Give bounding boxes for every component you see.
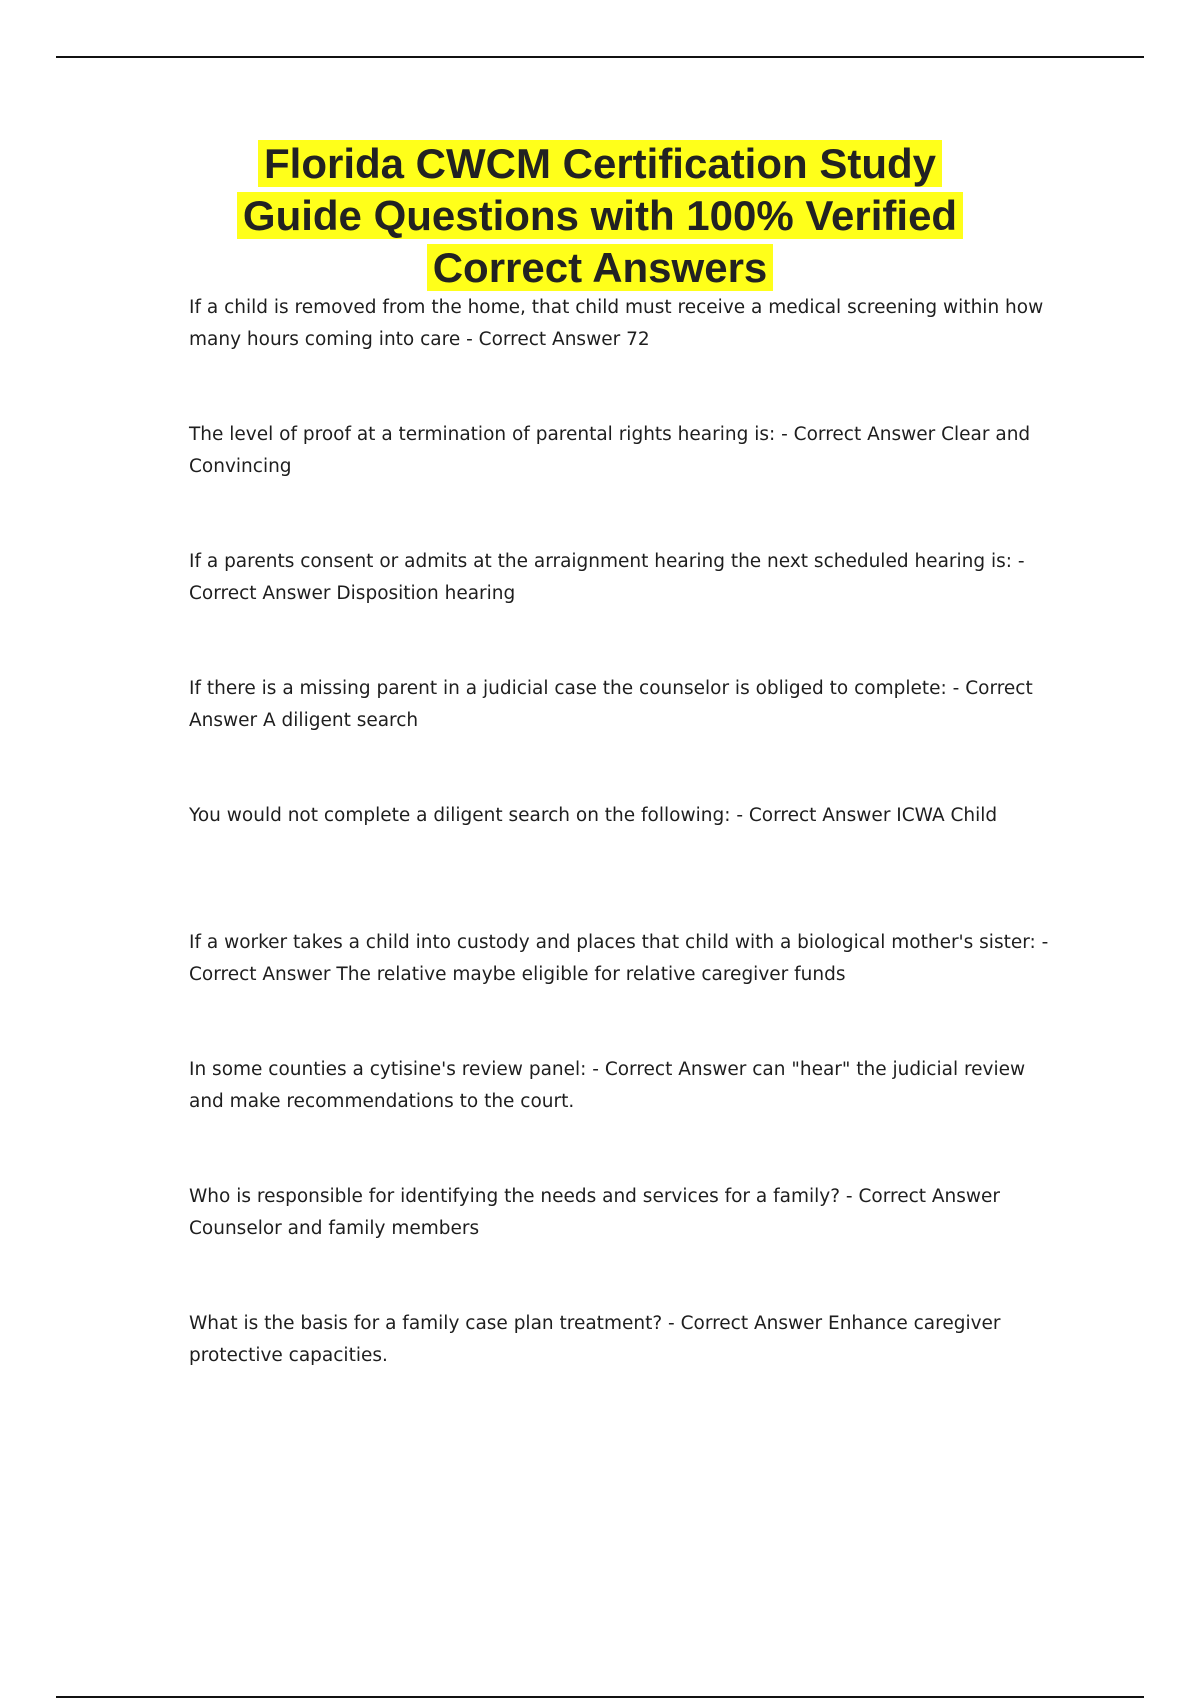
qa-item-9: What is the basis for a family case plan treatment? - Correct Answer Enhance caregiver protective capacities. <box>189 1313 1001 1366</box>
qa-item-4: If there is a missing parent in a judicial case the counselor is obliged to complete: - Correct Answer A diligent search <box>189 678 1033 731</box>
qa-item-1: If a child is removed from the home, that child must receive a medical screening within how many hours coming into care - Correct Answer 72 <box>189 297 1044 350</box>
document-title <box>150 138 1050 294</box>
qa-item-5: You would not complete a diligent search on the following: - Correct Answer ICWA Child <box>189 805 998 826</box>
qa-item-2: The level of proof at a termination of parental rights hearing is: - Correct Answer Clear and Convincing <box>189 424 1031 477</box>
footer-rule <box>56 1696 1144 1698</box>
qa-item-8: Who is responsible for identifying the needs and services for a family? - Correct Answer Counselor and family members <box>189 1186 1001 1239</box>
qa-item-6: If a worker takes a child into custody and places that child with a biological mother's sister: - Correct Answer The relative maybe eligible for relative caregiver funds <box>189 932 1049 985</box>
qa-item-3: If a parents consent or admits at the arraignment hearing the next scheduled hearing is: - Correct Answer Disposition hearing <box>189 551 1025 604</box>
title-line-2: Guide Questions with 100% Verified <box>237 192 963 239</box>
title-line-3: Correct Answers <box>427 244 774 291</box>
header-rule <box>56 56 1144 58</box>
question-answer-list <box>189 292 1049 1435</box>
title-line-1: Florida CWCM Certification Study <box>258 140 942 187</box>
qa-item-7: In some counties a cytisine's review panel: - Correct Answer can "hear" the judicial review and make recommendations to the court. <box>189 1059 1026 1112</box>
